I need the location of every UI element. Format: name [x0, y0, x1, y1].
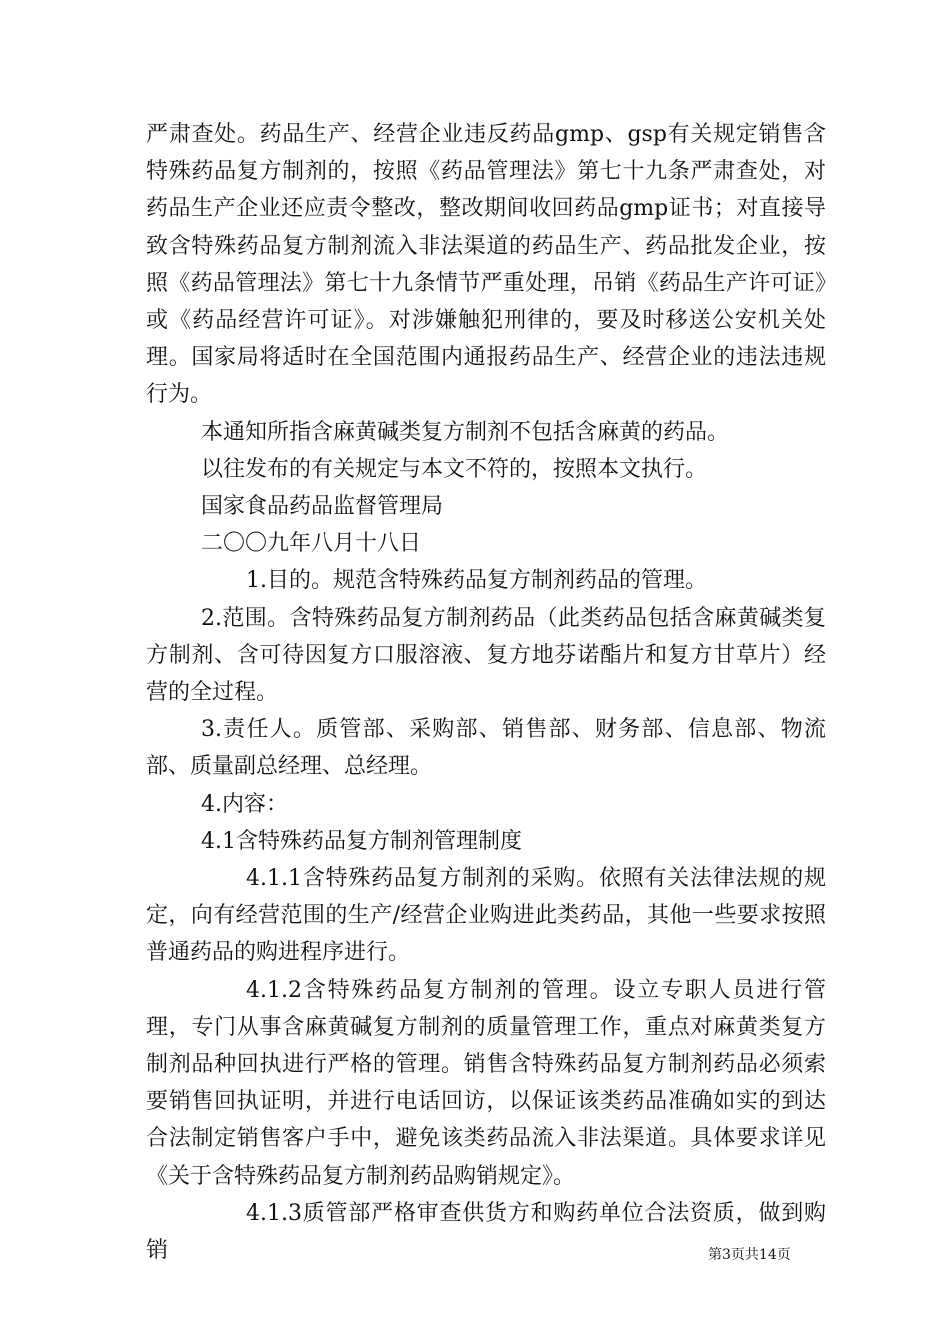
- issuing-authority: 国家食品药品监督管理局: [201, 494, 444, 520]
- subsection-4-1-1: 4.1.1含特殊药品复方制剂的采购。依照有关法律法规的规定，向有经营范围的生产/经营企业购进此类药品，其他一些要求按照普通药品的购进程序进行。: [146, 866, 826, 966]
- subsection-4-1-2: 4.1.2含特殊药品复方制剂的管理。设立专职人员进行管理，专门从事含麻黄碱复方制剂的质量管理工作，重点对麻黄类复方制剂品种回执进行严格的管理。销售含特殊药品复方制剂药品必须索要销售回执证明，并进行电话回访，以保证该类药品准确如实的到达合法制定销售客户手中，避免该类药品流入非法渠道。具体要求详见《关于含特殊药品复方制剂药品购销规定》。: [146, 977, 826, 1189]
- section-content-heading: 4.内容：: [201, 791, 288, 817]
- paragraph-scope-note: 本通知所指含麻黄碱类复方制剂不包括含麻黄的药品。: [201, 419, 730, 445]
- subsection-4-1-3: 4.1.3质管部严格审查供货方和购药单位合法资质，做到购销: [146, 1200, 826, 1264]
- paragraph-penalties: 严肃查处。药品生产、经营企业违反药品gmp、gsp有关规定销售含特殊药品复方制剂的，按照《药品管理法》第七十九条严肃查处，对药品生产企业还应责令整改，整改期间收回药品gmp证书；对直接导致含特殊药品复方制剂流入非法渠道的药品生产、药品批发企业，按照《药品管理法》第七十九条情节严重处理，吊销《药品生产许可证》或《药品经营许可证》。对涉嫌触犯刑律的，要及时移送公安机关处理。国家局将适时在全国范围内通报药品生产、经营企业的违法违规行为。: [146, 122, 826, 408]
- section-range: 2.范围。含特殊药品复方制剂药品（此类药品包括含麻黄碱类复方制剂、含可待因复方口服溶液、复方地芬诺酯片和复方甘草片）经营的全过程。: [146, 605, 826, 706]
- issue-date: 二〇〇九年八月十八日: [201, 531, 422, 557]
- section-responsible: 3.责任人。质管部、采购部、销售部、财务部、信息部、物流部、质量副总经理、总经理。: [146, 717, 826, 780]
- document-body: [146, 116, 826, 1269]
- subsection-4-1-heading: 4.1含特殊药品复方制剂管理制度: [201, 828, 522, 854]
- page-number: 第3页共14页: [708, 1247, 791, 1263]
- section-purpose: 1.目的。规范含特殊药品复方制剂药品的管理。: [246, 568, 707, 594]
- paragraph-precedence-note: 以往发布的有关规定与本文不符的，按照本文执行。: [201, 456, 708, 482]
